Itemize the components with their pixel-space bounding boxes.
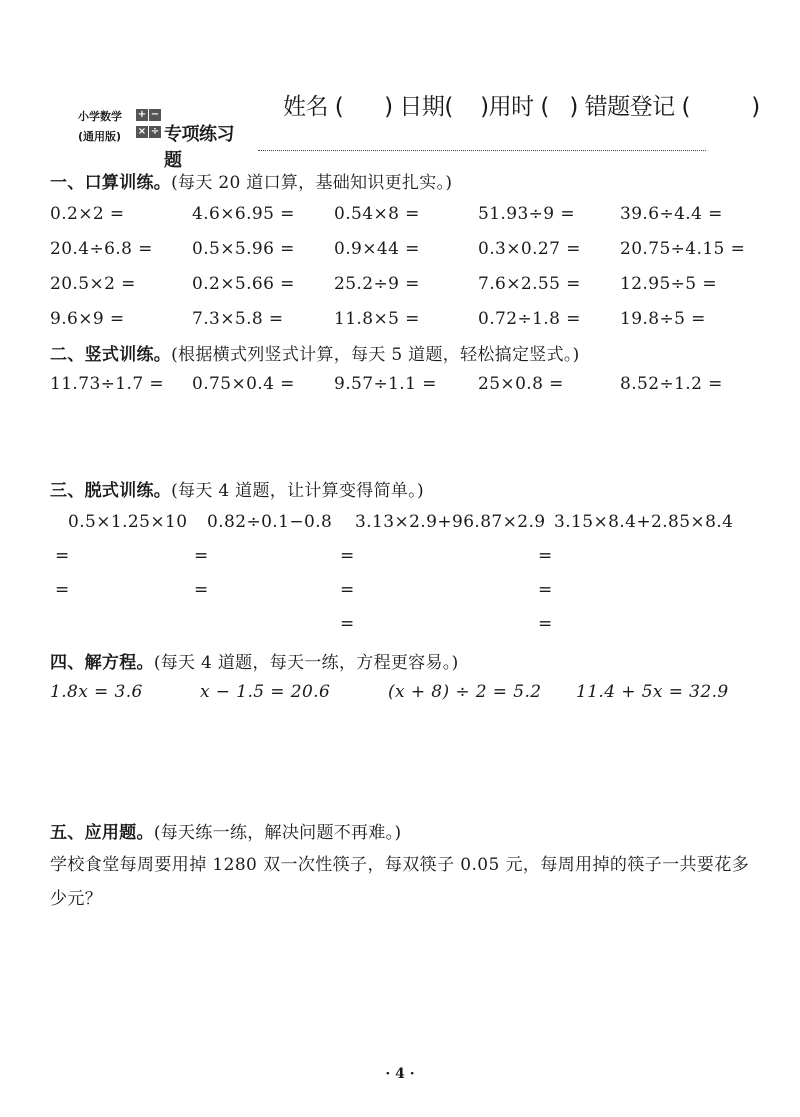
equation-item-4: 11.4 + 5x = 32.9: [576, 682, 729, 702]
section1-subtitle: (每天 20 道口算，基础知识更扎实。): [171, 173, 453, 193]
mental-math-item: 0.3×0.27 =: [478, 239, 581, 259]
mental-math-item: 7.6×2.55 =: [478, 274, 581, 294]
section3-heading: 三、脱式训练。: [50, 481, 172, 501]
equals-sign: =: [340, 614, 355, 634]
brand-logo: [78, 106, 248, 171]
section4-subtitle: (每天 4 道题，每天一练，方程更容易。): [153, 653, 459, 673]
divide-icon: ÷: [150, 126, 160, 137]
section2-title: [50, 340, 580, 365]
stepwise-item-4: 3.15×8.4+2.85×8.4: [554, 512, 734, 532]
student-info-line: 姓名 ( ) 日期( )用时 ( ) 错题登记 ( ): [283, 94, 760, 120]
mental-math-item: 0.5×5.96 =: [192, 239, 295, 259]
brand-line1: 小学数学: [78, 110, 122, 123]
equals-sign: =: [538, 614, 553, 634]
stepwise-item-3: 3.13×2.9+96.87×2.9: [355, 512, 546, 532]
section2-subtitle: (根据横式列竖式计算，每天 5 道题，轻松搞定竖式。): [171, 345, 580, 365]
equals-sign: =: [194, 546, 209, 566]
word-problem-text: 学校食堂每周要用掉 1280 双一次性筷子，每双筷子 0.05 元，每周用掉的筷子一共要花多少元？: [50, 855, 750, 909]
plus-icon: +: [137, 109, 147, 120]
equation-item-1: 1.8x = 3.6: [50, 682, 143, 702]
mental-math-item: 0.2×5.66 =: [192, 274, 295, 294]
mental-math-item: 51.93÷9 =: [478, 204, 575, 224]
worksheet-header: [78, 88, 760, 171]
section5-subtitle: (每天练一练，解决问题不再难。): [153, 823, 402, 843]
mental-math-item: 25.2÷9 =: [334, 274, 420, 294]
brand-line2: (通用版): [78, 130, 122, 143]
mental-math-item: 12.95÷5 =: [620, 274, 717, 294]
section4-heading: 四、解方程。: [50, 653, 154, 673]
vertical-item-3: 9.57÷1.1 =: [334, 374, 437, 394]
stepwise-item-2: 0.82÷0.1−0.8: [207, 512, 333, 532]
brand-title: 专项练习题: [164, 124, 234, 171]
equals-sign: =: [194, 580, 209, 600]
mental-math-item: 11.8×5 =: [334, 309, 420, 329]
equals-sign: =: [340, 546, 355, 566]
multiply-icon: ×: [137, 126, 147, 137]
equals-sign: =: [55, 546, 70, 566]
operator-icons: [136, 109, 162, 143]
equation-item-2: x − 1.5 = 20.6: [200, 682, 331, 702]
section1-heading: 一、口算训练。: [50, 173, 172, 193]
section4-title: [50, 648, 459, 673]
vertical-item-1: 11.73÷1.7 =: [50, 374, 164, 394]
equals-sign: =: [538, 546, 553, 566]
vertical-item-4: 25×0.8 =: [478, 374, 564, 394]
minus-icon: −: [150, 109, 160, 120]
section3-subtitle: (每天 4 道题，让计算变得简单。): [171, 481, 424, 501]
mental-math-item: 0.72÷1.8 =: [478, 309, 581, 329]
mental-math-item: 39.6÷4.4 =: [620, 204, 723, 224]
mental-math-item: 9.6×9 =: [50, 309, 125, 329]
page-number: · 4 ·: [385, 1066, 415, 1082]
mental-math-item: 0.54×8 =: [334, 204, 420, 224]
mental-math-item: 4.6×6.95 =: [192, 204, 295, 224]
mental-math-item: 20.5×2 =: [50, 274, 136, 294]
mental-math-item: 20.75÷4.15 =: [620, 239, 746, 259]
mental-math-item: 7.3×5.8 =: [192, 309, 284, 329]
section1-title: [50, 168, 452, 193]
section3-title: [50, 476, 424, 501]
section2-heading: 二、竖式训练。: [50, 345, 172, 365]
header-divider: [258, 150, 706, 151]
mental-math-item: 19.8÷5 =: [620, 309, 706, 329]
vertical-item-2: 0.75×0.4 =: [192, 374, 295, 394]
mental-math-item: 20.4÷6.8 =: [50, 239, 153, 259]
equation-item-3: (x + 8) ÷ 2 = 5.2: [388, 682, 542, 702]
section5-heading: 五、应用题。: [50, 823, 154, 843]
equals-sign: =: [55, 580, 70, 600]
mental-math-item: 0.2×2 =: [50, 204, 125, 224]
section5-title: [50, 818, 401, 843]
stepwise-item-1: 0.5×1.25×10: [68, 512, 188, 532]
equals-sign: =: [340, 580, 355, 600]
mental-math-item: 0.9×44 =: [334, 239, 420, 259]
equals-sign: =: [538, 580, 553, 600]
vertical-item-5: 8.52÷1.2 =: [620, 374, 723, 394]
